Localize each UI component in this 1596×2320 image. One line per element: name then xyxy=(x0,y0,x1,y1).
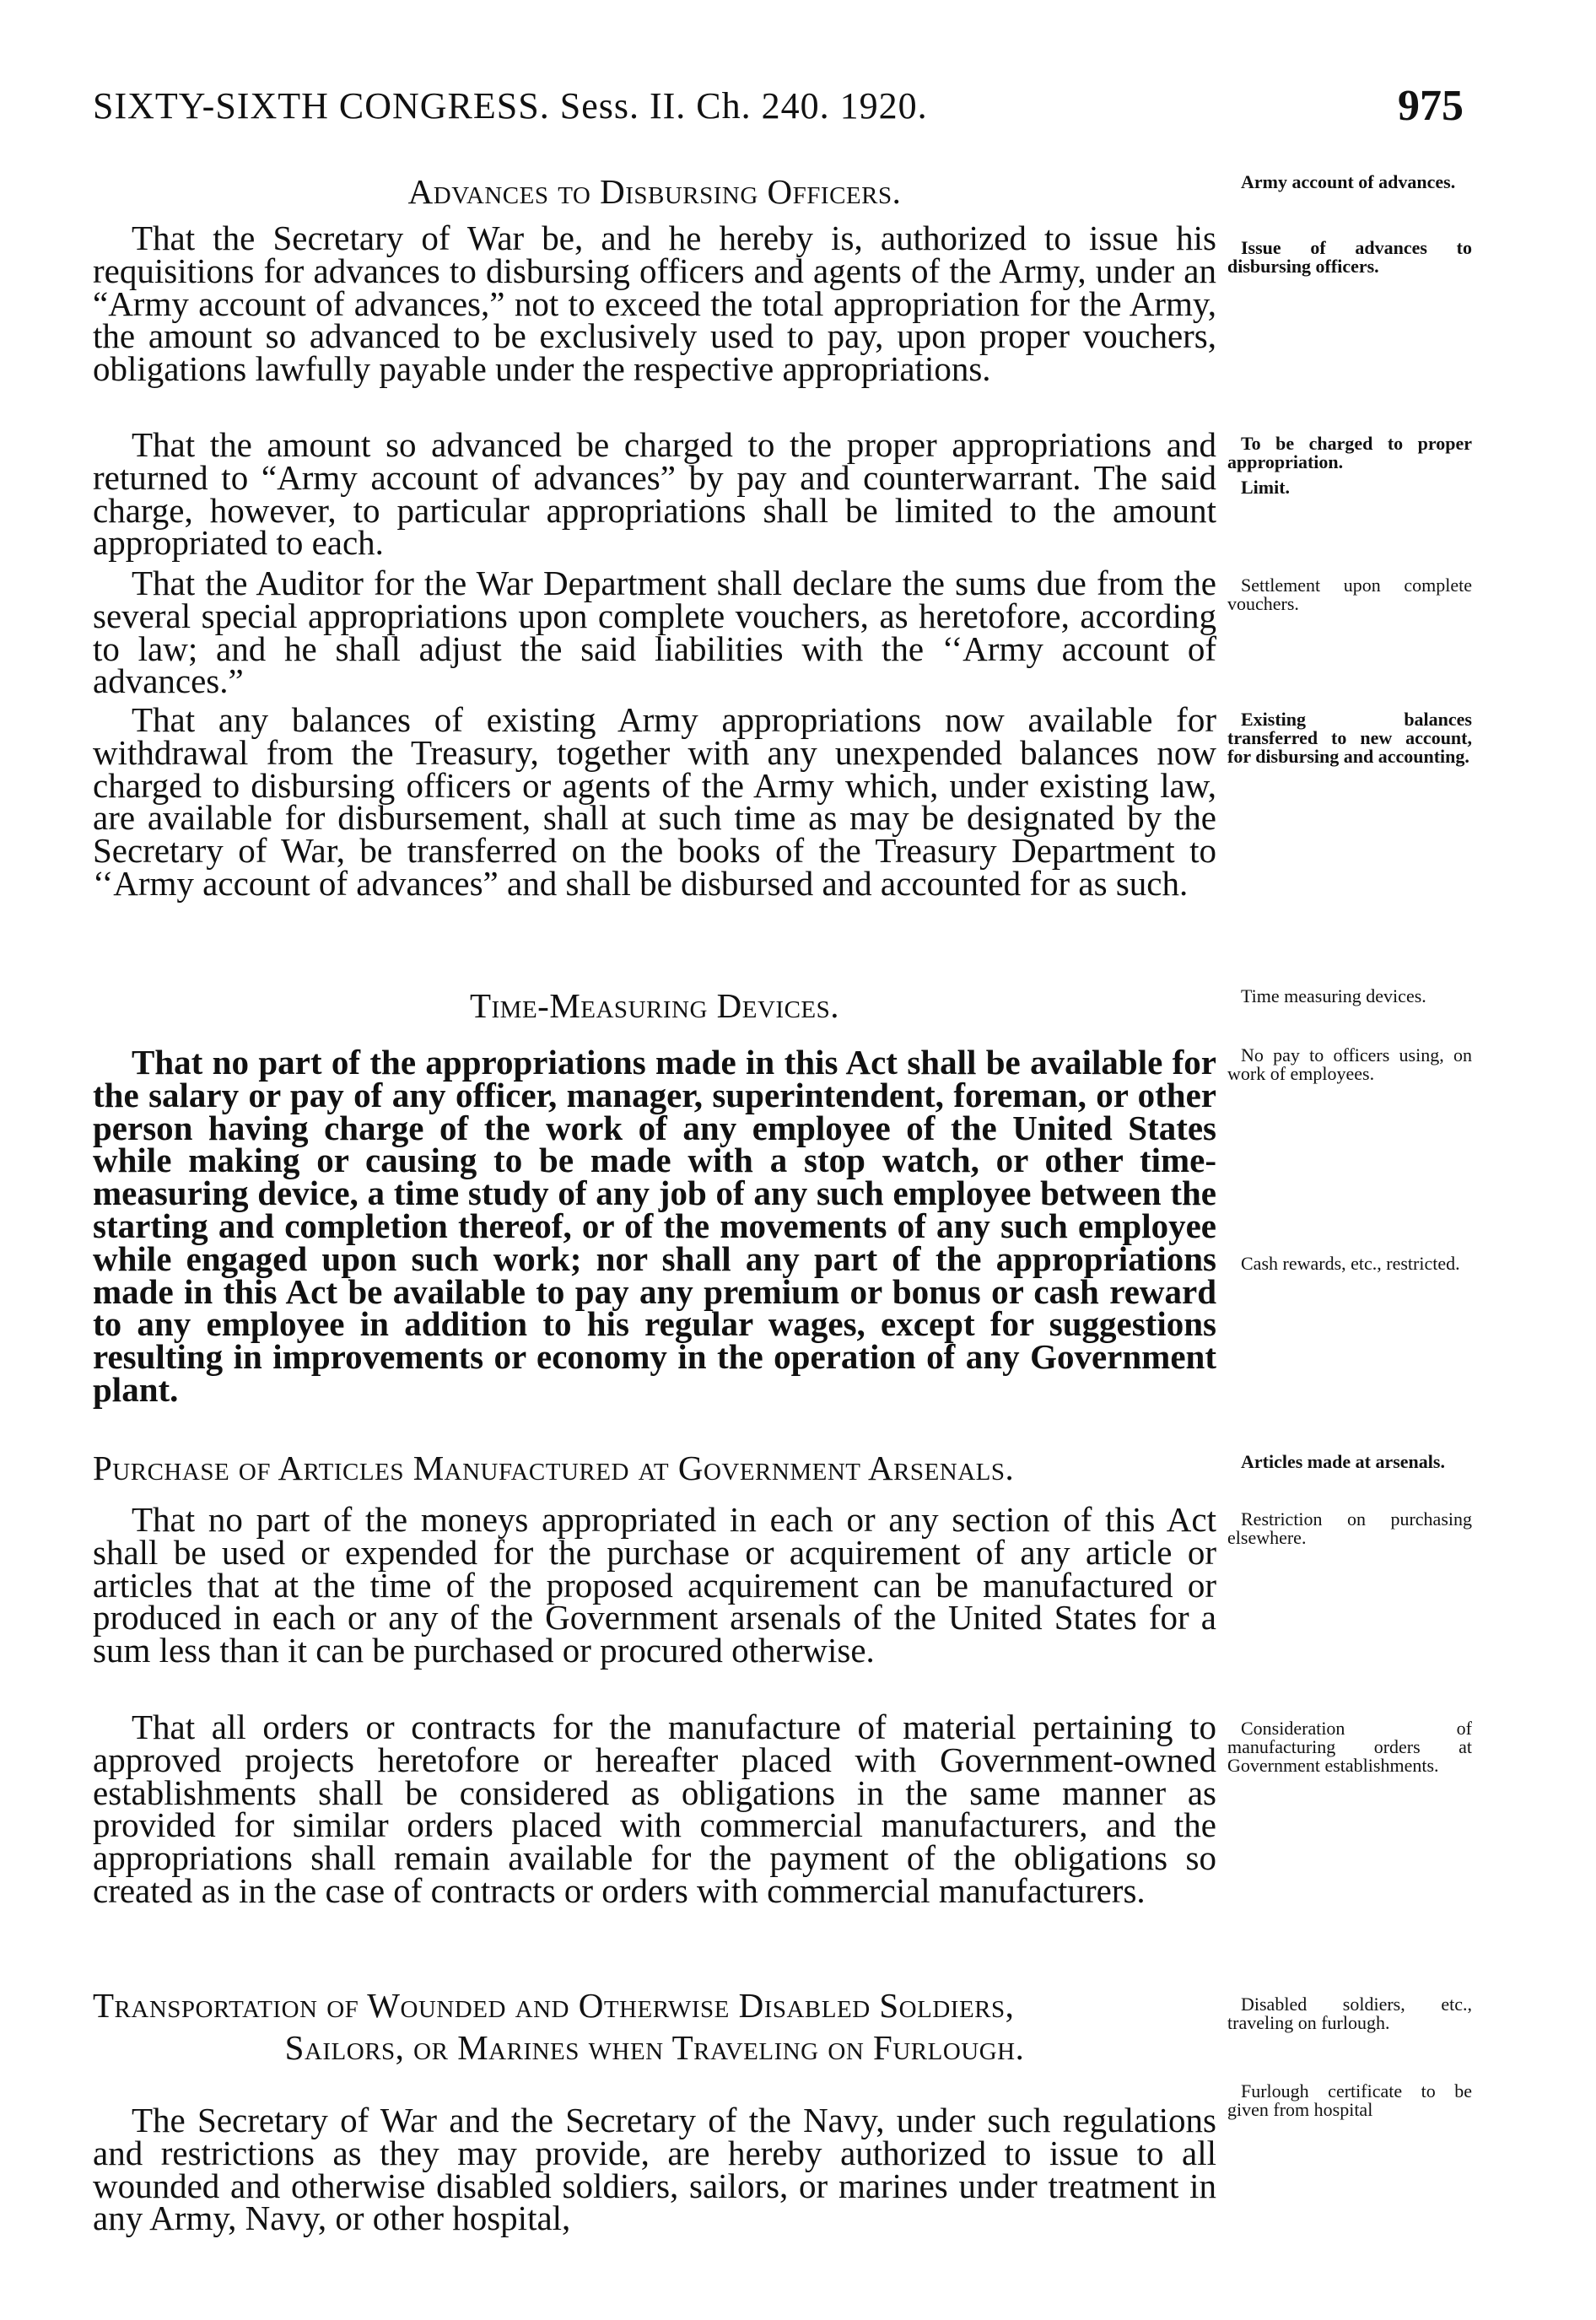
section-heading-arsenals: Purchase of Articles Manufactured at Government Arsenals. xyxy=(93,1449,1015,1487)
margin-note: To be charged to proper appropriation. xyxy=(1227,433,1472,472)
section-heading-transportation: Transportation of Wounded and Otherwise Disabled Soldiers, xyxy=(93,1986,1015,2025)
margin-note: Disabled soldiers, etc., traveling on furlough. xyxy=(1227,1994,1472,2033)
paragraph xyxy=(93,1708,1216,1910)
margin-note: Furlough certificate to be given from hospital xyxy=(1227,2080,1472,2120)
paragraph-text: The Secretary of War and the Secretary of the Navy, under such regulations and restrictions as they may provide, are hereby authorized to issue to all wounded and otherwise disabled soldiers, sailors, or marines under treatment in any Army, Navy, or other hospital, xyxy=(93,2101,1216,2238)
section-heading-advances: Advances to Disbursing Officers. xyxy=(407,172,902,211)
margin-note: Settlement upon complete vouchers. xyxy=(1227,575,1472,614)
paragraph xyxy=(93,700,1216,903)
margin-note: Articles made at arsenals. xyxy=(1241,1451,1445,1472)
running-head xyxy=(93,84,1464,143)
margin-note: Restriction on purchasing elsewhere. xyxy=(1227,1508,1472,1548)
paragraph-text: That the Auditor for the War Department shall declare the sums due from the several special appropriations upon complete vouchers, as heretofore, according to law; and he shall adjust the said liabilities with the ‘‘Army account of advances.” xyxy=(93,564,1216,701)
paragraph-text: That all orders or contracts for the manufacture of material pertaining to approved projects heretofore or hereafter placed with Government-owned establishments shall be considered as obligations in the same manner as provided for similar orders placed with commercial manufacturers, and the appropriations shall remain available for the payment of the obligations so created as in the case of contracts or orders with commercial manufacturers. xyxy=(93,1708,1216,1910)
paragraph-text: That no part of the moneys appropriated in each or any section of this Act shall be used or expended for the purchase or acquirement of any article or articles that at the time of the proposed acquirement can be manufactured or produced in each or any of the Government arsenals of the United States for a sum less than it can be purchased or procured otherwise. xyxy=(93,1500,1216,1670)
paragraph xyxy=(93,1043,1216,1409)
margin-note: Issue of advances to disbursing officers. xyxy=(1227,237,1472,277)
paragraph-text: That the Secretary of War be, and he hereby is, authorized to issue his requisitions for advances to disbursing officers and agents of the Army, under an “Army account of advances,” not to exceed the total appropriation for the Army, the amount so advanced to be exclusively used to pay, upon proper vouchers, obligations lawfully payable under the respective appropriations. xyxy=(93,219,1216,389)
paragraph xyxy=(93,564,1216,701)
paragraph xyxy=(93,425,1216,563)
paragraph xyxy=(93,219,1216,389)
paragraph-text: That no part of the appropriations made in this Act shall be available for the salary or pay of any officer, manager, superintendent, foreman, or other person having charge of the work of any employee of the United States while making or causing to be made with a stop watch, or other time-measuring device, a time study of any job of any such employee between the starting and completion thereof, or of the movements of any such employee while engaged upon such work; nor shall any part of the appropriations made in this Act be available to pay any premium or bonus or cash reward to any employee in addition to his regular wages, except for suggestions resulting in improvements or economy in the operation of any Government plant. xyxy=(93,1043,1216,1409)
paragraph xyxy=(93,2101,1216,2238)
paragraph xyxy=(93,1500,1216,1670)
paragraph-text: That any balances of existing Army appropriations now available for withdrawal from the Treasury, together with any unexpended balances now charged to disbursing officers or agents of the Army which, under existing law, are available for disbursement, shall at such time as may be designated by the Secretary of War, be transferred on the books of the Treasury Department to ‘‘Army account of advances” and shall be disbursed and accounted for as such. xyxy=(93,700,1216,903)
margin-note: Time measuring devices. xyxy=(1241,985,1426,1006)
section-heading-time-measuring: Time-Measuring Devices. xyxy=(469,986,840,1025)
margin-note: Consideration of manufacturing orders at Government establishments. xyxy=(1227,1718,1472,1776)
margin-note: Limit. xyxy=(1241,477,1291,498)
section-heading-transportation-line2: Sailors, or Marines when Traveling on Furlough. xyxy=(284,2028,1025,2067)
running-head-title: SIXTY-SIXTH CONGRESS. Sess. II. Ch. 240. 1920. xyxy=(93,85,928,127)
margin-note: Cash rewards, etc., restricted. xyxy=(1241,1253,1460,1274)
paragraph-text: That the amount so advanced be charged to the proper appropriations and returned to “Army account of advances” by pay and counterwarrant. The said charge, however, to particular appropriations shall be limited to the amount appropriated to each. xyxy=(93,425,1216,563)
margin-note: Army account of advances. xyxy=(1241,171,1456,192)
margin-note: Existing balances transferred to new account, for disbursing and accounting. xyxy=(1227,709,1472,767)
margin-note: No pay to officers using, on work of employees. xyxy=(1227,1044,1472,1084)
page-number: 975 xyxy=(1398,82,1464,130)
